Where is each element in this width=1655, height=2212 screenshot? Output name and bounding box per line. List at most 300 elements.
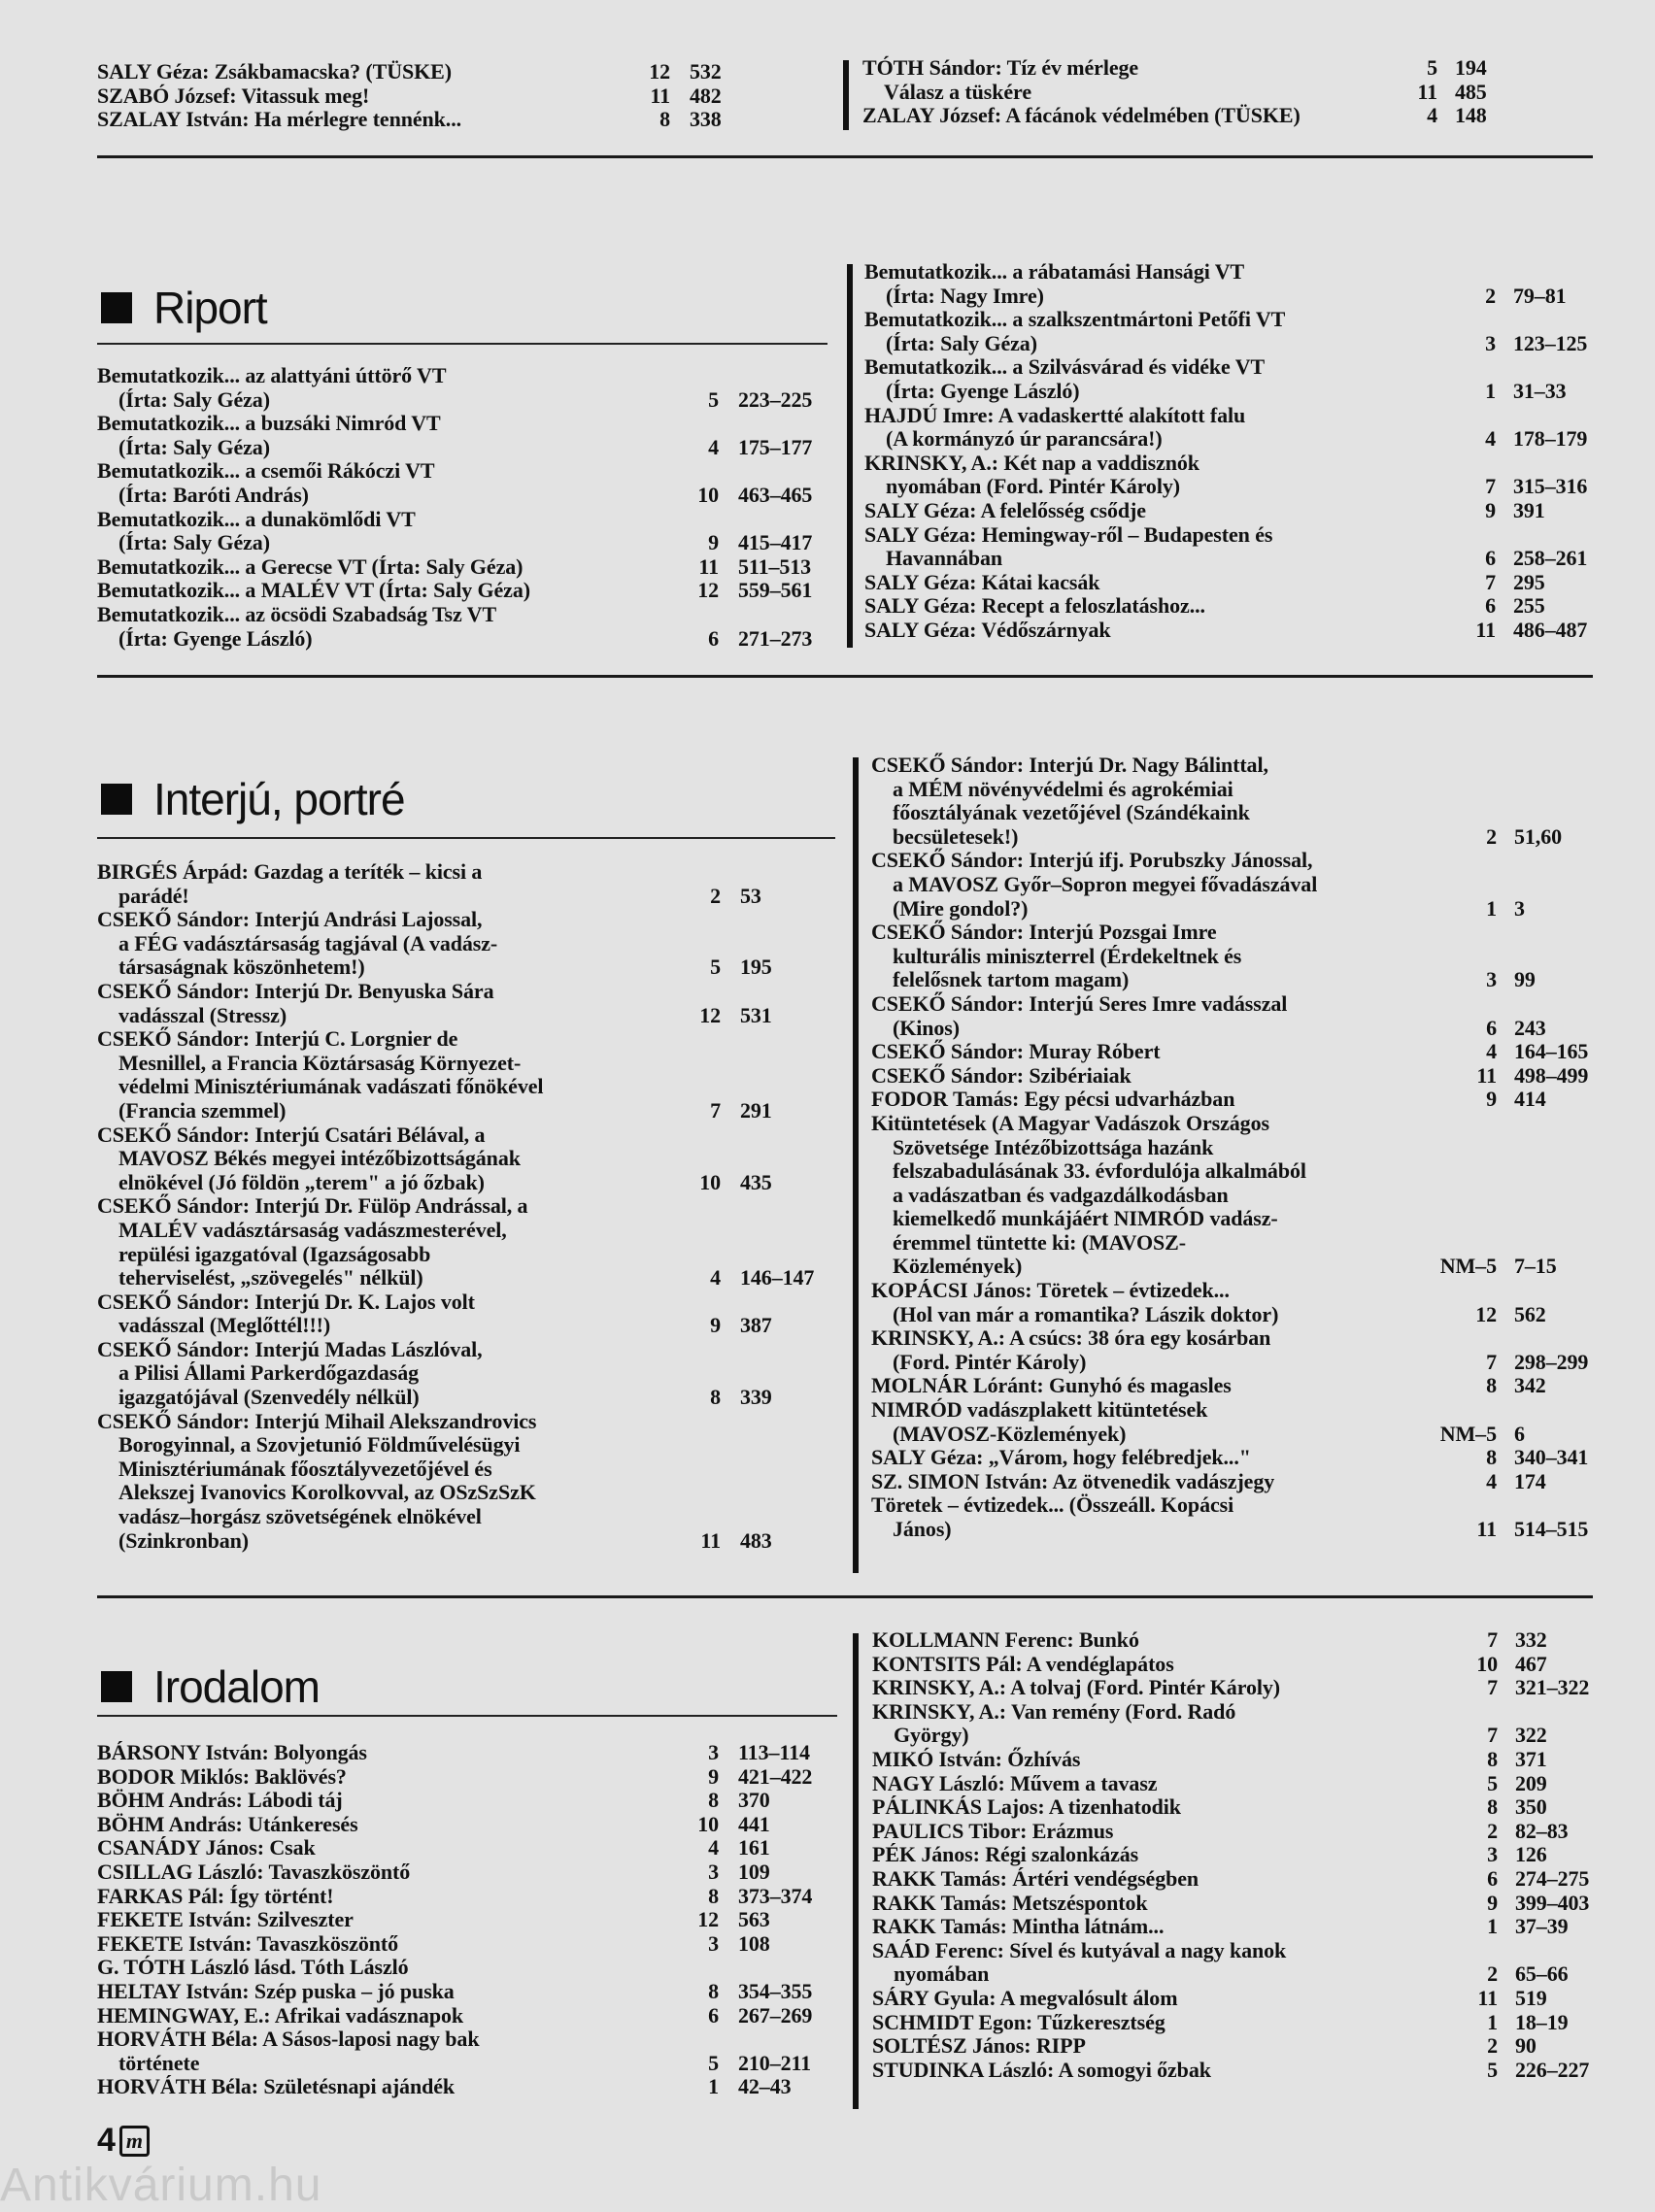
page-folio	[97, 2122, 150, 2160]
entry-title	[871, 1088, 1429, 1112]
entry-title	[872, 1892, 1430, 1916]
entry-title	[97, 1741, 660, 1765]
entry-title	[97, 459, 660, 507]
entry-title-line: CSANÁDY János: Csak	[97, 1835, 316, 1860]
entry-title	[864, 523, 1428, 571]
index-entry	[871, 849, 1602, 921]
entry-title	[97, 508, 660, 555]
entry-title-line: CSEKŐ Sándor: Interjú C. Lorgnier de	[97, 1026, 458, 1052]
issue-number: 8	[710, 1385, 721, 1410]
entry-title	[97, 1956, 660, 1980]
entry-title	[97, 980, 662, 1027]
entry-title	[97, 860, 662, 908]
index-entry	[864, 355, 1601, 403]
entry-title	[871, 1279, 1429, 1326]
index-entry	[862, 104, 1542, 128]
index-entry	[97, 1836, 835, 1860]
entry-title-line: RAKK Tamás: Metszéspontok	[872, 1890, 1148, 1915]
issue-number: 7	[1487, 1675, 1498, 1700]
page-range: 274–275	[1515, 1865, 1590, 1891]
issue-number: 3	[1487, 1842, 1498, 1867]
issue-number: 5	[1427, 55, 1437, 80]
index-entry	[97, 860, 837, 908]
issue-number: 2	[1487, 2033, 1498, 2059]
entry-title-line: KOPÁCSI János: Töretek – évtizedek...	[871, 1278, 1230, 1303]
issue-number: 11	[1417, 79, 1437, 104]
entry-title	[872, 1843, 1430, 1867]
page-range: 255	[1513, 593, 1545, 619]
page-range: 339	[740, 1385, 772, 1410]
index-entry	[872, 1987, 1603, 2011]
index-entry	[97, 1290, 837, 1338]
page-range: 194	[1455, 55, 1487, 80]
issue-number: 12	[697, 1907, 719, 1932]
issue-number: NM–5	[1439, 1254, 1497, 1279]
index-entry	[864, 404, 1601, 452]
index-entry	[872, 2034, 1603, 2059]
entry-title-line: CSEKŐ Sándor: Muray Róbert	[871, 1039, 1161, 1064]
index-entry	[864, 571, 1601, 595]
page-range: 483	[740, 1527, 772, 1553]
issue-number: 10	[697, 482, 719, 507]
entry-title-line: kiemelkedő munkájáért NIMRÓD vadász-	[893, 1206, 1278, 1231]
entry-title-line: Bemutatkozik... az öcsödi Szabadság Tsz VT	[97, 601, 497, 626]
index-entry	[97, 1741, 835, 1765]
index-entry	[97, 508, 835, 555]
entry-title-line: (Mire gondol?)	[893, 895, 1029, 921]
entry-title-line: (Hol van már a romantika? Lászik doktor)	[893, 1301, 1279, 1326]
page-range: 391	[1513, 497, 1545, 522]
page-range: 209	[1515, 1770, 1547, 1795]
entry-title-line: főosztályának vezetőjével (Szándékaink	[893, 800, 1250, 825]
index-entry	[97, 1765, 835, 1790]
entry-title-line: SZALAY István: Ha mérlegre tennénk...	[97, 107, 461, 132]
entry-title-line: (MAVOSZ-Közlemények)	[893, 1421, 1127, 1446]
entry-title	[97, 1980, 660, 2004]
entry-title	[872, 1915, 1430, 1939]
entry-title-line: ZALAY József: A fácánok védelmében (TÜSKE)	[862, 103, 1300, 128]
page-range: 65–66	[1515, 1961, 1569, 1987]
issue-number: 7	[1485, 569, 1496, 594]
issue-number: 3	[1486, 967, 1497, 992]
issue-number: 2	[1487, 1818, 1498, 1843]
entry-title	[862, 81, 1369, 105]
entry-title-line: TÓTH Sándor: Tíz év mérlege	[862, 55, 1139, 80]
entry-title	[871, 1040, 1429, 1064]
section-heading-irodalom	[101, 1660, 320, 1713]
column-rule	[843, 60, 849, 130]
entry-title-line: HEMINGWAY, E.: Afrikai vadásznapok	[97, 2002, 464, 2028]
issue-number: 6	[1487, 1865, 1498, 1891]
index-entry	[872, 2059, 1603, 2083]
issue-number: 6	[708, 625, 719, 651]
page-range: 559–561	[738, 578, 813, 603]
page-range: 332	[1515, 1627, 1547, 1652]
page-range: 42–43	[738, 2074, 792, 2099]
page-range: 6	[1514, 1421, 1525, 1446]
entry-title-line: PÁLINKÁS Lajos: A tizenhatodik	[872, 1794, 1181, 1820]
page-range: 195	[740, 955, 772, 980]
entry-title	[872, 1653, 1430, 1677]
index-entry	[864, 594, 1601, 619]
entry-title	[872, 1748, 1430, 1772]
entry-title-line: György)	[894, 1723, 969, 1748]
issue-number: 8	[659, 107, 670, 132]
entry-title-line: nyomában	[894, 1961, 990, 1987]
entry-title-line: (Írta: Gyenge László)	[118, 625, 313, 651]
entry-title-line: CSEKŐ Sándor: Interjú Csatári Bélával, a	[97, 1122, 486, 1147]
issue-number: 10	[699, 1169, 721, 1194]
entry-title	[97, 603, 660, 651]
issue-number: 9	[708, 530, 719, 555]
entry-title-line: MIKÓ István: Őzhívás	[872, 1746, 1081, 1771]
page-range: 174	[1514, 1468, 1546, 1493]
entry-title-line: HAJDÚ Imre: A vadaskertté alakított falu	[864, 402, 1246, 427]
index-entry	[871, 1398, 1602, 1446]
page-range: 178–179	[1513, 426, 1588, 452]
issue-number: 3	[1485, 330, 1496, 355]
entry-title-line: KRINSKY, A.: Két nap a vaddisznók	[864, 450, 1199, 475]
page-range: 321–322	[1515, 1675, 1590, 1700]
entry-title-line: vadásszal (Meglőttél!!!)	[118, 1313, 331, 1338]
page-range: 486–487	[1513, 617, 1588, 642]
page-range: 271–273	[738, 625, 813, 651]
page-range: 146–147	[740, 1265, 815, 1290]
entry-title-line: SZABÓ József: Vitassuk meg!	[97, 83, 370, 108]
issue-number: 1	[1487, 2009, 1498, 2034]
issue-number: 11	[1475, 617, 1496, 642]
page-range: 291	[740, 1097, 772, 1123]
page-range: 340–341	[1514, 1445, 1589, 1470]
index-entry	[872, 1748, 1603, 1772]
section-heading-interju	[101, 773, 405, 825]
entry-title-line: RAKK Tamás: Mintha látnám...	[872, 1914, 1165, 1939]
index-entry	[97, 555, 835, 580]
issue-number: 7	[1487, 1723, 1498, 1748]
entry-title-line: teherviselést, „szövegelés" nélkül)	[118, 1265, 423, 1290]
page-range: 435	[740, 1169, 772, 1194]
index-entry	[97, 1338, 837, 1410]
page-range: 511–513	[738, 553, 812, 579]
entry-title-line: a FÉG vadásztársaság tagjával (A vadász-	[118, 930, 498, 955]
entry-title	[864, 499, 1428, 523]
entry-title	[864, 619, 1428, 643]
index-entry	[872, 1867, 1603, 1892]
entry-title-line: (Írta: Gyenge László)	[886, 378, 1080, 403]
index-entry	[864, 260, 1601, 308]
entry-title-line: CSEKŐ Sándor: Interjú Madas Lászlóval,	[97, 1336, 483, 1361]
page-range: 562	[1514, 1301, 1546, 1326]
column-rule	[853, 757, 859, 1573]
entry-title-line: védelmi Minisztériumának vadászati főnökével	[118, 1074, 544, 1099]
page-range: 109	[738, 1859, 770, 1884]
entry-title	[864, 571, 1428, 595]
entry-title-line: HORVÁTH Béla: Születésnapi ajándék	[97, 2074, 456, 2099]
index-entry	[872, 1843, 1603, 1867]
issue-number: 11	[700, 1527, 721, 1553]
entry-title-line: KRINSKY, A.: Van remény (Ford. Radó	[872, 1698, 1236, 1724]
index-entry	[97, 1789, 835, 1813]
index-entry	[97, 908, 837, 980]
entry-title-line: CSEKŐ Sándor: Interjú Dr. Benyuska Sára	[97, 978, 494, 1003]
page-range: 123–125	[1513, 330, 1588, 355]
entry-title-line: a MAVOSZ Győr–Sopron megyei fővadászával	[893, 871, 1318, 896]
entry-title-line: CSEKŐ Sándor: Interjú ifj. Porubszky Jánossal,	[871, 848, 1313, 873]
page-range: 463–465	[738, 482, 813, 507]
issue-number: 9	[1485, 497, 1496, 522]
index-entry	[97, 1885, 835, 1909]
issue-number: 2	[1487, 1961, 1498, 1987]
entry-title-line: Kitüntetések (A Magyar Vadászok Országos	[871, 1110, 1269, 1135]
issue-number: 5	[1487, 1770, 1498, 1795]
index-entry	[871, 1326, 1602, 1374]
issue-number: 8	[1486, 1373, 1497, 1398]
issue-number: 9	[1486, 1087, 1497, 1112]
entry-title	[872, 2034, 1430, 2059]
index-entry	[871, 1088, 1602, 1112]
entry-title	[872, 1676, 1430, 1700]
entry-title-line: MALÉV vadásztársaság vadászmesterével,	[118, 1217, 507, 1242]
entry-title	[97, 1813, 660, 1837]
section-underline	[97, 837, 835, 839]
entry-title	[97, 412, 660, 459]
entry-title-line: vadásszal (Stressz)	[118, 1002, 287, 1027]
page-range: 7–15	[1514, 1254, 1557, 1279]
issue-number: 1	[1485, 378, 1496, 403]
entry-title-line: (Írta: Saly Géza)	[118, 530, 270, 555]
entry-title-line: SALY Géza: Kátai kacsák	[864, 569, 1100, 594]
top-right-list	[862, 56, 1542, 128]
entry-title	[864, 260, 1428, 308]
entry-title	[97, 1765, 660, 1790]
index-entry	[862, 81, 1542, 105]
entry-title	[872, 1795, 1430, 1820]
issue-number: 9	[710, 1313, 721, 1338]
entry-title-line: igazgatójával (Szenvedély nélkül)	[118, 1385, 420, 1410]
page-range: 51,60	[1514, 823, 1563, 849]
issue-number: 3	[708, 1740, 719, 1764]
entry-title-line: KRINSKY, A.: A csúcs: 38 óra egy kosárban	[871, 1325, 1271, 1351]
issue-number: 6	[1486, 1015, 1497, 1040]
issue-number: 4	[708, 1835, 719, 1860]
entry-title	[97, 2028, 660, 2075]
issue-number: 4	[1427, 103, 1437, 128]
entry-title-line: Válasz a tüskére	[884, 79, 1031, 104]
entry-title-line: SALY Géza: „Várom, hogy felébredjek..."	[871, 1445, 1251, 1470]
issue-number: 11	[1476, 1517, 1497, 1541]
issue-number: 4	[710, 1265, 721, 1290]
issue-number: 6	[708, 2002, 719, 2028]
page-range: 373–374	[738, 1883, 813, 1908]
page-range: 79–81	[1513, 283, 1567, 308]
entry-title	[97, 2075, 660, 2099]
issue-number: 4	[1486, 1039, 1497, 1064]
page-range: 399–403	[1515, 1890, 1590, 1915]
page-range: 315–316	[1513, 474, 1588, 499]
entry-title	[97, 1789, 660, 1813]
entry-title-line: (Kinos)	[893, 1015, 960, 1040]
index-entry	[97, 2004, 835, 2028]
entry-title	[871, 1398, 1429, 1446]
page-range: 267–269	[738, 2002, 813, 2028]
index-entry	[97, 412, 835, 459]
issue-number: 2	[1486, 823, 1497, 849]
entry-title	[97, 1027, 662, 1123]
section-divider	[97, 155, 1593, 158]
entry-title-line: SZ. SIMON István: Az ötvenedik vadászjegy	[871, 1468, 1275, 1493]
page-range: 295	[1513, 569, 1545, 594]
entry-title	[97, 364, 660, 412]
page-range: 175–177	[738, 434, 813, 459]
entry-title-line: CSEKŐ Sándor: Interjú Mihail Alekszandrovics	[97, 1408, 537, 1433]
page-range: 322	[1515, 1723, 1547, 1748]
entry-title-line: BODOR Miklós: Baklövés?	[97, 1763, 347, 1789]
entry-title-line: (Ford. Pintér Károly)	[893, 1349, 1087, 1374]
entry-title-line: repülési igazgatóval (Igazságosabb	[118, 1241, 431, 1266]
entry-title-line: RAKK Tamás: Ártéri vendégségben	[872, 1865, 1199, 1891]
entry-title-line: (Francia szemmel)	[118, 1097, 287, 1123]
page-range: 370	[738, 1788, 770, 1813]
entry-title	[871, 1493, 1429, 1541]
page-range: 210–211	[738, 2050, 812, 2075]
issue-number: 5	[1487, 2057, 1498, 2082]
column-rule	[847, 264, 853, 648]
page-range: 342	[1514, 1373, 1546, 1398]
issue-number: 8	[708, 1978, 719, 2003]
entry-title	[871, 1470, 1429, 1494]
issue-number: 8	[1486, 1445, 1497, 1470]
magazine-logo: m	[119, 2126, 150, 2157]
top-left-list	[97, 60, 787, 132]
page-range: 371	[1515, 1746, 1547, 1771]
entry-title-line: János)	[893, 1517, 952, 1541]
entry-title-line: CSEKŐ Sándor: Interjú Seres Imre vadásszal	[871, 990, 1288, 1016]
issue-number: 2	[710, 883, 721, 908]
issue-number: 1	[708, 2074, 719, 2099]
entry-title-line: STUDINKA László: A somogyi őzbak	[872, 2057, 1211, 2082]
entry-title	[97, 108, 612, 132]
entry-title-line: FEKETE István: Tavaszköszöntő	[97, 1930, 399, 1956]
entry-title-line: Bemutatkozik... az alattyáni úttörő VT	[97, 363, 447, 387]
index-entry	[872, 1653, 1603, 1677]
section-underline	[97, 343, 828, 345]
entry-title-line: (Írta: Saly Géza)	[118, 386, 270, 412]
entry-title-line: felelősnek tartom magam)	[893, 967, 1130, 992]
issue-number: 6	[1485, 546, 1496, 571]
page-range: 415–417	[738, 530, 813, 555]
entry-title	[872, 1867, 1430, 1892]
entry-title	[871, 1446, 1429, 1470]
entry-title-line: Közlemények)	[893, 1254, 1023, 1279]
entry-title	[864, 404, 1428, 452]
entry-title-line: Bemutatkozik... a dunakömlődi VT	[97, 506, 416, 531]
entry-title	[97, 84, 612, 109]
entry-title	[97, 60, 612, 84]
page-range: 514–515	[1514, 1517, 1589, 1541]
page-range: 37–39	[1515, 1914, 1569, 1939]
issue-number: 5	[708, 2050, 719, 2075]
issue-number: 12	[1475, 1301, 1497, 1326]
entry-title	[864, 308, 1428, 355]
entry-title-line: CSEKŐ Sándor: Interjú Dr. Nagy Bálinttal,	[871, 753, 1268, 777]
entry-title-line: Bemutatkozik... a csemői Rákóczi VT	[97, 458, 435, 484]
page-range: 519	[1515, 1985, 1547, 2010]
index-entry	[864, 452, 1601, 499]
page-range: 164–165	[1514, 1039, 1589, 1064]
entry-title-line: SAÁD Ferenc: Sível és kutyával a nagy kanok	[872, 1937, 1287, 1962]
entry-title-line: SALY Géza: Hemingway-ről – Budapesten és	[864, 521, 1273, 547]
irodalom-right-list	[872, 1628, 1603, 2082]
page-range: 99	[1514, 967, 1536, 992]
entry-title-line: társaságnak köszönhetem!)	[118, 955, 365, 980]
entry-title-line: SCHMIDT Egon: Tűzkeresztség	[872, 2009, 1165, 2034]
page-range: 53	[740, 883, 761, 908]
page-range: 108	[738, 1930, 770, 1956]
index-entry	[97, 1860, 835, 1885]
page-number: 4	[97, 2122, 116, 2159]
index-entry	[872, 1795, 1603, 1820]
entry-title-line: kulturális miniszterrel (Érdekeltnek és	[893, 943, 1242, 968]
entry-title	[97, 1885, 660, 1909]
index-entry	[864, 308, 1601, 355]
issue-number: 12	[697, 578, 719, 603]
section-bullet-icon	[101, 784, 132, 815]
interju-left-list	[97, 860, 837, 1553]
entry-title-line: CSEKŐ Sándor: Interjú Dr. Fülöp Andrással, a	[97, 1193, 528, 1219]
entry-title-line: Mesnillel, a Francia Köztársaság Környezet-	[118, 1050, 522, 1075]
entry-title-line: SALY Géza: A felelősség csődje	[864, 497, 1146, 522]
index-entry	[871, 754, 1602, 849]
issue-number: 8	[1487, 1794, 1498, 1820]
page-range: 126	[1515, 1842, 1547, 1867]
index-entry	[97, 579, 835, 603]
entry-title	[862, 56, 1369, 81]
index-entry	[872, 1892, 1603, 1916]
entry-title	[97, 1123, 662, 1195]
page-range: 113–114	[738, 1740, 810, 1764]
index-entry	[862, 56, 1542, 81]
issue-number: 1	[1487, 1914, 1498, 1939]
index-entry	[872, 2011, 1603, 2035]
page-range: 148	[1455, 103, 1487, 128]
index-entry	[97, 2028, 835, 2075]
page-range: 31–33	[1513, 378, 1567, 403]
issue-number: 3	[708, 1859, 719, 1884]
entry-title-line: PÉK János: Régi szalonkázás	[872, 1842, 1139, 1867]
column-rule	[853, 1633, 859, 2109]
entry-title	[872, 1820, 1430, 1844]
entry-title-line: a Pilisi Állami Parkerdőgazdaság	[118, 1360, 420, 1386]
issue-number: 7	[1487, 1627, 1498, 1652]
index-entry	[97, 1813, 835, 1837]
entry-title	[871, 754, 1429, 849]
entry-title-line: BÖHM András: Utánkeresés	[97, 1811, 358, 1836]
section-divider	[97, 675, 1593, 678]
entry-title-line: Bemutatkozik... a szalkszentmártoni Petőfi VT	[864, 307, 1286, 332]
entry-title-line: Bemutatkozik... a buzsáki Nimród VT	[97, 411, 441, 436]
page-range: 226–227	[1515, 2057, 1590, 2082]
issue-number: NM–5	[1439, 1421, 1497, 1446]
issue-number: 10	[697, 1811, 719, 1836]
page-range: 161	[738, 1835, 770, 1860]
entry-title-line: CSEKŐ Sándor: Interjú Pozsgai Imre	[871, 920, 1217, 945]
page-range: 414	[1514, 1087, 1546, 1112]
entry-title	[97, 1860, 660, 1885]
issue-number: 11	[698, 553, 719, 579]
issue-number: 7	[710, 1097, 721, 1123]
entry-title-line: (Írta: Saly Géza)	[118, 434, 270, 459]
page-range: 90	[1515, 2033, 1537, 2059]
